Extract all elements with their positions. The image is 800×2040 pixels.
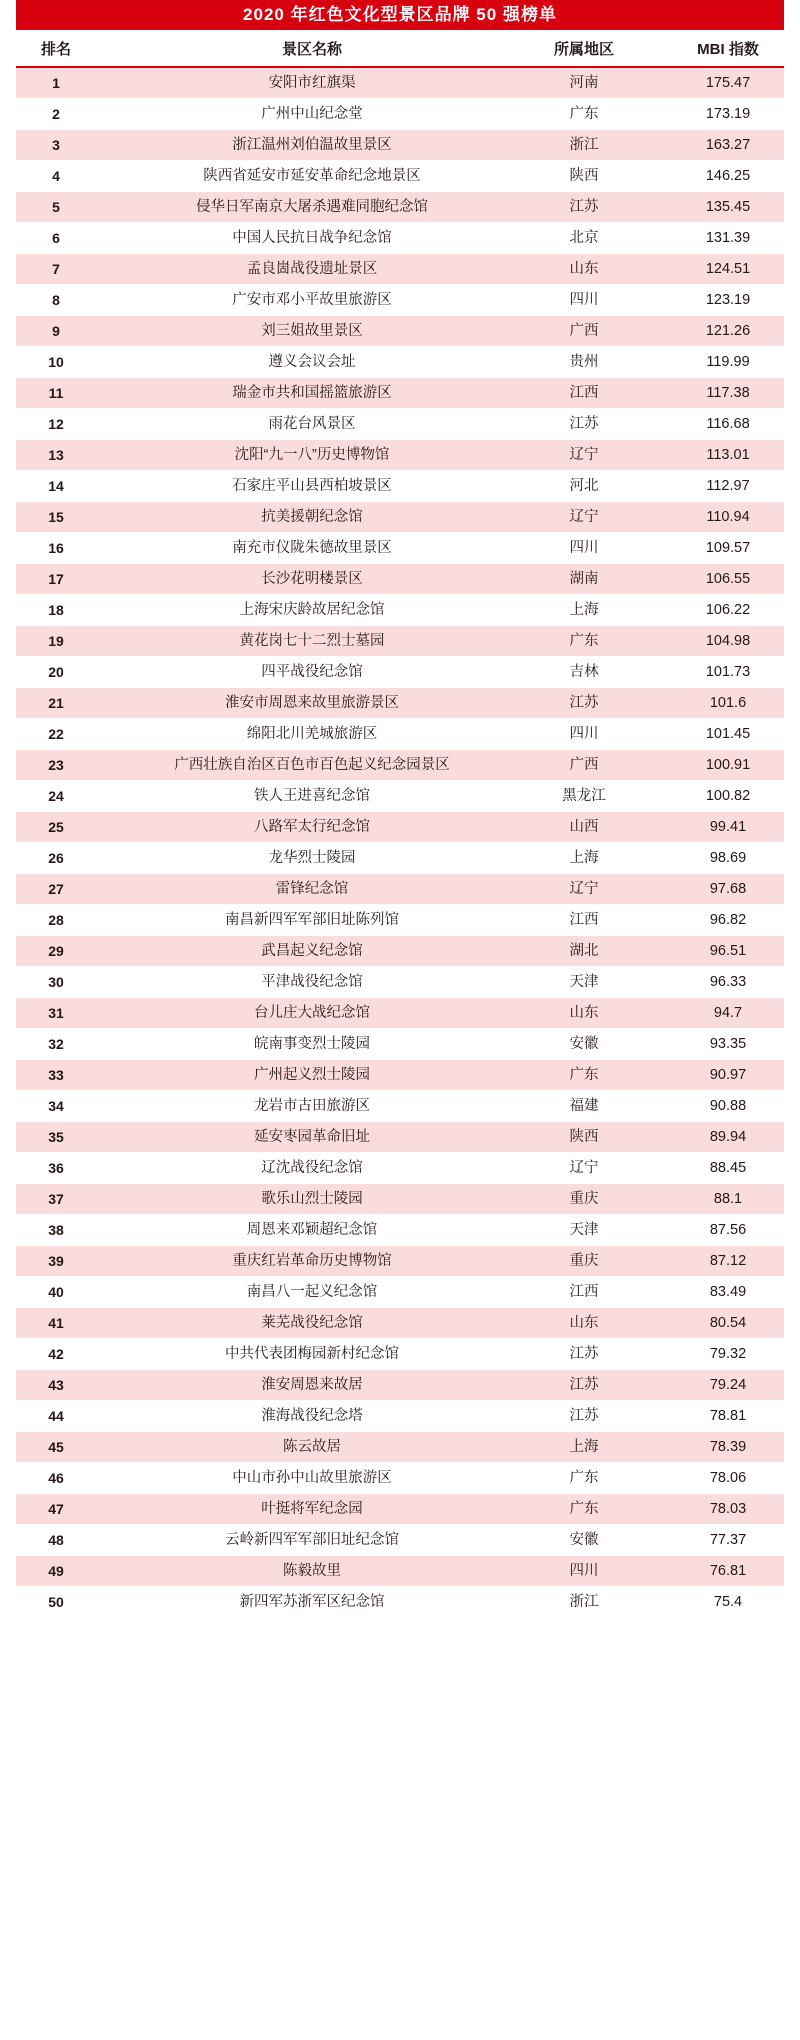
column-header-name: 景区名称 xyxy=(112,30,512,67)
cell-mbi: 93.35 xyxy=(656,1029,800,1060)
cell-rank: 19 xyxy=(0,626,112,657)
cell-rank: 43 xyxy=(0,1370,112,1401)
table-row xyxy=(0,533,800,564)
cell-name: 孟良崮战役遗址景区 xyxy=(112,254,512,285)
header-row xyxy=(0,30,800,67)
cell-region: 天津 xyxy=(512,967,656,998)
cell-mbi: 110.94 xyxy=(656,502,800,533)
cell-name: 雨花台风景区 xyxy=(112,409,512,440)
cell-mbi: 131.39 xyxy=(656,223,800,254)
cell-name: 长沙花明楼景区 xyxy=(112,564,512,595)
cell-mbi: 100.82 xyxy=(656,781,800,812)
cell-name: 陈毅故里 xyxy=(112,1556,512,1587)
table-row xyxy=(0,688,800,719)
cell-name: 莱芜战役纪念馆 xyxy=(112,1308,512,1339)
cell-rank: 46 xyxy=(0,1463,112,1494)
table-row xyxy=(0,657,800,688)
table-row xyxy=(0,285,800,316)
cell-region: 江苏 xyxy=(512,688,656,719)
cell-mbi: 106.55 xyxy=(656,564,800,595)
cell-rank: 9 xyxy=(0,316,112,347)
cell-rank: 10 xyxy=(0,347,112,378)
cell-rank: 3 xyxy=(0,130,112,161)
cell-region: 江西 xyxy=(512,378,656,409)
cell-name: 重庆红岩革命历史博物馆 xyxy=(112,1246,512,1277)
cell-rank: 44 xyxy=(0,1401,112,1432)
cell-name: 新四军苏浙军区纪念馆 xyxy=(112,1587,512,1618)
cell-name: 浙江温州刘伯温故里景区 xyxy=(112,130,512,161)
cell-name: 南充市仪陇朱德故里景区 xyxy=(112,533,512,564)
cell-name: 雷锋纪念馆 xyxy=(112,874,512,905)
cell-rank: 2 xyxy=(0,99,112,130)
cell-region: 贵州 xyxy=(512,347,656,378)
cell-region: 山东 xyxy=(512,254,656,285)
cell-rank: 4 xyxy=(0,161,112,192)
table-row xyxy=(0,564,800,595)
cell-mbi: 96.51 xyxy=(656,936,800,967)
table-row xyxy=(0,1153,800,1184)
cell-name: 淮海战役纪念塔 xyxy=(112,1401,512,1432)
cell-rank: 27 xyxy=(0,874,112,905)
cell-rank: 37 xyxy=(0,1184,112,1215)
cell-mbi: 89.94 xyxy=(656,1122,800,1153)
cell-mbi: 101.45 xyxy=(656,719,800,750)
cell-name: 延安枣园革命旧址 xyxy=(112,1122,512,1153)
cell-region: 河南 xyxy=(512,67,656,99)
cell-mbi: 97.68 xyxy=(656,874,800,905)
cell-mbi: 87.12 xyxy=(656,1246,800,1277)
table-row xyxy=(0,843,800,874)
cell-name: 歌乐山烈士陵园 xyxy=(112,1184,512,1215)
table-row xyxy=(0,967,800,998)
table-row xyxy=(0,936,800,967)
cell-name: 遵义会议会址 xyxy=(112,347,512,378)
cell-name: 广州中山纪念堂 xyxy=(112,99,512,130)
cell-mbi: 96.33 xyxy=(656,967,800,998)
cell-region: 江西 xyxy=(512,1277,656,1308)
cell-region: 山东 xyxy=(512,1308,656,1339)
cell-rank: 12 xyxy=(0,409,112,440)
cell-name: 陈云故居 xyxy=(112,1432,512,1463)
cell-mbi: 76.81 xyxy=(656,1556,800,1587)
cell-rank: 18 xyxy=(0,595,112,626)
cell-rank: 49 xyxy=(0,1556,112,1587)
cell-mbi: 116.68 xyxy=(656,409,800,440)
cell-mbi: 80.54 xyxy=(656,1308,800,1339)
cell-name: 黄花岗七十二烈士墓园 xyxy=(112,626,512,657)
cell-rank: 8 xyxy=(0,285,112,316)
cell-rank: 47 xyxy=(0,1494,112,1525)
cell-name: 淮安周恩来故居 xyxy=(112,1370,512,1401)
table-row xyxy=(0,1029,800,1060)
cell-mbi: 124.51 xyxy=(656,254,800,285)
table-row xyxy=(0,874,800,905)
page-title: 2020 年红色文化型景区品牌 50 强榜单 xyxy=(0,0,800,30)
cell-name: 石家庄平山县西柏坡景区 xyxy=(112,471,512,502)
cell-mbi: 109.57 xyxy=(656,533,800,564)
cell-region: 山西 xyxy=(512,812,656,843)
cell-rank: 22 xyxy=(0,719,112,750)
table-header xyxy=(0,30,800,67)
cell-region: 广东 xyxy=(512,1494,656,1525)
table-row xyxy=(0,1432,800,1463)
cell-rank: 33 xyxy=(0,1060,112,1091)
table-row xyxy=(0,192,800,223)
table-row xyxy=(0,1246,800,1277)
cell-mbi: 90.88 xyxy=(656,1091,800,1122)
cell-rank: 30 xyxy=(0,967,112,998)
cell-name: 瑞金市共和国摇篮旅游区 xyxy=(112,378,512,409)
cell-rank: 40 xyxy=(0,1277,112,1308)
cell-mbi: 135.45 xyxy=(656,192,800,223)
cell-rank: 28 xyxy=(0,905,112,936)
cell-rank: 11 xyxy=(0,378,112,409)
cell-region: 陕西 xyxy=(512,161,656,192)
cell-name: 四平战役纪念馆 xyxy=(112,657,512,688)
cell-region: 上海 xyxy=(512,843,656,874)
cell-region: 辽宁 xyxy=(512,1153,656,1184)
cell-region: 福建 xyxy=(512,1091,656,1122)
table-row xyxy=(0,1184,800,1215)
cell-name: 中国人民抗日战争纪念馆 xyxy=(112,223,512,254)
cell-region: 四川 xyxy=(512,285,656,316)
table-row xyxy=(0,67,800,99)
cell-region: 浙江 xyxy=(512,1587,656,1618)
cell-name: 叶挺将军纪念园 xyxy=(112,1494,512,1525)
table-row xyxy=(0,781,800,812)
cell-name: 中共代表团梅园新村纪念馆 xyxy=(112,1339,512,1370)
cell-mbi: 101.73 xyxy=(656,657,800,688)
table-row xyxy=(0,347,800,378)
cell-rank: 26 xyxy=(0,843,112,874)
table-row xyxy=(0,1494,800,1525)
cell-rank: 32 xyxy=(0,1029,112,1060)
cell-mbi: 173.19 xyxy=(656,99,800,130)
cell-name: 龙华烈士陵园 xyxy=(112,843,512,874)
cell-region: 广东 xyxy=(512,1463,656,1494)
column-header-rank: 排名 xyxy=(0,30,112,67)
cell-region: 广西 xyxy=(512,750,656,781)
table-row xyxy=(0,1122,800,1153)
cell-region: 湖南 xyxy=(512,564,656,595)
cell-name: 中山市孙中山故里旅游区 xyxy=(112,1463,512,1494)
cell-mbi: 146.25 xyxy=(656,161,800,192)
cell-rank: 50 xyxy=(0,1587,112,1618)
cell-rank: 31 xyxy=(0,998,112,1029)
table-row xyxy=(0,626,800,657)
cell-mbi: 94.7 xyxy=(656,998,800,1029)
cell-rank: 21 xyxy=(0,688,112,719)
cell-region: 江苏 xyxy=(512,192,656,223)
table-row xyxy=(0,161,800,192)
cell-region: 重庆 xyxy=(512,1246,656,1277)
cell-rank: 6 xyxy=(0,223,112,254)
cell-name: 沈阳“九一八”历史博物馆 xyxy=(112,440,512,471)
cell-mbi: 119.99 xyxy=(656,347,800,378)
cell-region: 河北 xyxy=(512,471,656,502)
cell-region: 江苏 xyxy=(512,1370,656,1401)
cell-rank: 29 xyxy=(0,936,112,967)
cell-name: 台儿庄大战纪念馆 xyxy=(112,998,512,1029)
cell-region: 辽宁 xyxy=(512,440,656,471)
table-row xyxy=(0,905,800,936)
cell-mbi: 87.56 xyxy=(656,1215,800,1246)
cell-name: 侵华日军南京大屠杀遇难同胞纪念馆 xyxy=(112,192,512,223)
cell-rank: 39 xyxy=(0,1246,112,1277)
cell-mbi: 163.27 xyxy=(656,130,800,161)
cell-name: 南昌八一起义纪念馆 xyxy=(112,1277,512,1308)
cell-region: 辽宁 xyxy=(512,502,656,533)
cell-region: 黑龙江 xyxy=(512,781,656,812)
table-row xyxy=(0,1587,800,1618)
cell-rank: 16 xyxy=(0,533,112,564)
cell-name: 八路军太行纪念馆 xyxy=(112,812,512,843)
table-row xyxy=(0,1339,800,1370)
table-row xyxy=(0,1463,800,1494)
cell-region: 四川 xyxy=(512,719,656,750)
table-row xyxy=(0,1370,800,1401)
table-row xyxy=(0,1060,800,1091)
cell-mbi: 79.24 xyxy=(656,1370,800,1401)
cell-mbi: 100.91 xyxy=(656,750,800,781)
table-row xyxy=(0,440,800,471)
cell-mbi: 88.1 xyxy=(656,1184,800,1215)
cell-name: 上海宋庆龄故居纪念馆 xyxy=(112,595,512,626)
table-row xyxy=(0,1091,800,1122)
cell-mbi: 88.45 xyxy=(656,1153,800,1184)
cell-rank: 48 xyxy=(0,1525,112,1556)
cell-mbi: 78.39 xyxy=(656,1432,800,1463)
left-margin xyxy=(0,0,16,1618)
cell-rank: 5 xyxy=(0,192,112,223)
right-margin xyxy=(784,0,800,1618)
table-row xyxy=(0,750,800,781)
cell-rank: 25 xyxy=(0,812,112,843)
table-row xyxy=(0,130,800,161)
cell-name: 安阳市红旗渠 xyxy=(112,67,512,99)
cell-region: 江西 xyxy=(512,905,656,936)
table-row xyxy=(0,1277,800,1308)
cell-rank: 24 xyxy=(0,781,112,812)
cell-rank: 7 xyxy=(0,254,112,285)
cell-name: 辽沈战役纪念馆 xyxy=(112,1153,512,1184)
cell-name: 广安市邓小平故里旅游区 xyxy=(112,285,512,316)
cell-rank: 15 xyxy=(0,502,112,533)
cell-name: 广州起义烈士陵园 xyxy=(112,1060,512,1091)
table-row xyxy=(0,223,800,254)
cell-mbi: 113.01 xyxy=(656,440,800,471)
cell-rank: 1 xyxy=(0,67,112,99)
cell-region: 四川 xyxy=(512,533,656,564)
cell-name: 平津战役纪念馆 xyxy=(112,967,512,998)
cell-mbi: 75.4 xyxy=(656,1587,800,1618)
cell-region: 上海 xyxy=(512,595,656,626)
column-header-region: 所属地区 xyxy=(512,30,656,67)
ranking-table xyxy=(0,30,800,1618)
cell-mbi: 90.97 xyxy=(656,1060,800,1091)
cell-name: 南昌新四军军部旧址陈列馆 xyxy=(112,905,512,936)
cell-region: 山东 xyxy=(512,998,656,1029)
cell-mbi: 112.97 xyxy=(656,471,800,502)
cell-region: 四川 xyxy=(512,1556,656,1587)
cell-region: 江苏 xyxy=(512,409,656,440)
table-row xyxy=(0,409,800,440)
table-row xyxy=(0,998,800,1029)
cell-region: 北京 xyxy=(512,223,656,254)
column-header-mbi: MBI 指数 xyxy=(656,30,800,67)
cell-rank: 34 xyxy=(0,1091,112,1122)
cell-mbi: 83.49 xyxy=(656,1277,800,1308)
cell-region: 重庆 xyxy=(512,1184,656,1215)
cell-region: 广东 xyxy=(512,626,656,657)
cell-mbi: 98.69 xyxy=(656,843,800,874)
cell-mbi: 175.47 xyxy=(656,67,800,99)
cell-rank: 45 xyxy=(0,1432,112,1463)
table-row xyxy=(0,812,800,843)
cell-mbi: 79.32 xyxy=(656,1339,800,1370)
cell-rank: 23 xyxy=(0,750,112,781)
cell-mbi: 78.81 xyxy=(656,1401,800,1432)
cell-rank: 41 xyxy=(0,1308,112,1339)
cell-name: 龙岩市古田旅游区 xyxy=(112,1091,512,1122)
cell-name: 云岭新四军军部旧址纪念馆 xyxy=(112,1525,512,1556)
cell-region: 广东 xyxy=(512,1060,656,1091)
cell-mbi: 106.22 xyxy=(656,595,800,626)
cell-region: 吉林 xyxy=(512,657,656,688)
cell-region: 安徽 xyxy=(512,1525,656,1556)
table-row xyxy=(0,1556,800,1587)
cell-region: 湖北 xyxy=(512,936,656,967)
cell-region: 江苏 xyxy=(512,1339,656,1370)
cell-mbi: 123.19 xyxy=(656,285,800,316)
table-row xyxy=(0,471,800,502)
cell-rank: 14 xyxy=(0,471,112,502)
cell-region: 天津 xyxy=(512,1215,656,1246)
table-row xyxy=(0,1308,800,1339)
cell-mbi: 78.06 xyxy=(656,1463,800,1494)
cell-region: 安徽 xyxy=(512,1029,656,1060)
cell-rank: 35 xyxy=(0,1122,112,1153)
table-body xyxy=(0,67,800,1618)
cell-name: 淮安市周恩来故里旅游景区 xyxy=(112,688,512,719)
table-row xyxy=(0,595,800,626)
cell-region: 上海 xyxy=(512,1432,656,1463)
table-row xyxy=(0,502,800,533)
table-row xyxy=(0,719,800,750)
table-row xyxy=(0,1525,800,1556)
cell-mbi: 104.98 xyxy=(656,626,800,657)
cell-rank: 36 xyxy=(0,1153,112,1184)
cell-mbi: 101.6 xyxy=(656,688,800,719)
cell-name: 抗美援朝纪念馆 xyxy=(112,502,512,533)
cell-mbi: 78.03 xyxy=(656,1494,800,1525)
cell-mbi: 121.26 xyxy=(656,316,800,347)
table-row xyxy=(0,254,800,285)
cell-rank: 42 xyxy=(0,1339,112,1370)
cell-mbi: 77.37 xyxy=(656,1525,800,1556)
table-row xyxy=(0,1401,800,1432)
cell-region: 江苏 xyxy=(512,1401,656,1432)
cell-name: 刘三姐故里景区 xyxy=(112,316,512,347)
table-row xyxy=(0,316,800,347)
cell-name: 武昌起义纪念馆 xyxy=(112,936,512,967)
cell-name: 皖南事变烈士陵园 xyxy=(112,1029,512,1060)
cell-rank: 13 xyxy=(0,440,112,471)
cell-name: 铁人王进喜纪念馆 xyxy=(112,781,512,812)
cell-region: 浙江 xyxy=(512,130,656,161)
table-row xyxy=(0,1215,800,1246)
cell-mbi: 99.41 xyxy=(656,812,800,843)
cell-name: 陕西省延安市延安革命纪念地景区 xyxy=(112,161,512,192)
cell-mbi: 117.38 xyxy=(656,378,800,409)
cell-name: 广西壮族自治区百色市百色起义纪念园景区 xyxy=(112,750,512,781)
cell-rank: 38 xyxy=(0,1215,112,1246)
cell-region: 广东 xyxy=(512,99,656,130)
cell-rank: 17 xyxy=(0,564,112,595)
cell-region: 辽宁 xyxy=(512,874,656,905)
table-row xyxy=(0,378,800,409)
cell-name: 绵阳北川羌城旅游区 xyxy=(112,719,512,750)
cell-mbi: 96.82 xyxy=(656,905,800,936)
cell-region: 广西 xyxy=(512,316,656,347)
cell-rank: 20 xyxy=(0,657,112,688)
cell-region: 陕西 xyxy=(512,1122,656,1153)
table-row xyxy=(0,99,800,130)
cell-name: 周恩来邓颖超纪念馆 xyxy=(112,1215,512,1246)
